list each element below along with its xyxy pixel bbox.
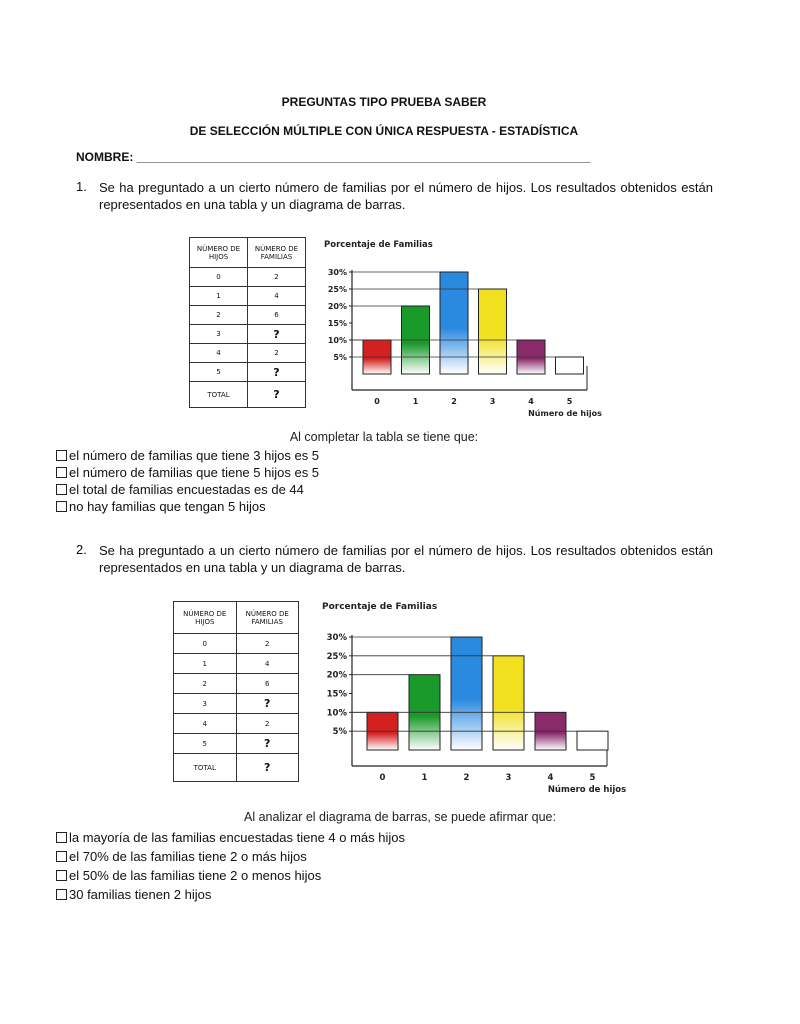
- question-2-text: Se ha preguntado a un cierto número de familias por el número de hijos. Los resultados obtenidos están representados en una tabla y un diagrama de barras.: [99, 543, 713, 575]
- y-tick-label: 15%: [326, 689, 347, 700]
- checkbox-icon[interactable]: [56, 851, 67, 862]
- bar-3: [493, 656, 524, 750]
- table-cell: 2: [248, 344, 306, 363]
- x-tick-label: 5: [566, 397, 573, 406]
- y-tick-label: 5%: [333, 353, 347, 362]
- chart-title-1: Porcentaje de Familias: [324, 240, 433, 250]
- question-2-number: 2.: [76, 542, 87, 557]
- table-header-hijos: NÚMERO DE HIJOS: [174, 602, 237, 634]
- y-tick-label: 20%: [327, 302, 347, 311]
- question-1-number: 1.: [76, 179, 87, 194]
- checkbox-icon[interactable]: [56, 832, 67, 843]
- checkbox-icon[interactable]: [56, 450, 67, 461]
- x-tick-label: 1: [412, 397, 419, 406]
- table-cell: 6: [248, 306, 306, 325]
- checkbox-icon[interactable]: [56, 484, 67, 495]
- bar-3: [479, 289, 507, 374]
- nombre-line: NOMBRE: ____________________________________________________________________: [76, 150, 591, 164]
- bar-2: [440, 272, 468, 374]
- question-1-text: Se ha preguntado a un cierto número de familias por el número de hijos. Los resultados obtenidos están representados en una tabla y un diagrama de barras.: [99, 180, 713, 212]
- bar-chart-1: [315, 252, 615, 418]
- question-2-option-c[interactable]: el 50% de las familias tiene 2 o menos hijos: [56, 867, 321, 884]
- x-tick-label: 2: [463, 773, 470, 783]
- y-tick-label: 30%: [326, 633, 347, 643]
- question-2-option-a[interactable]: la mayoría de las familias encuestadas tiene 4 o más hijos: [56, 829, 405, 846]
- table-header-familias: NÚMERO DE FAMILIAS: [236, 602, 299, 634]
- x-tick-label: 3: [505, 773, 512, 783]
- table-cell: 2: [248, 268, 306, 287]
- bar-chart-2: [315, 617, 635, 795]
- y-tick-label: 15%: [327, 319, 347, 328]
- y-tick-label: 5%: [332, 727, 347, 738]
- table-cell: 4: [236, 654, 299, 674]
- table-cell: TOTAL: [190, 382, 248, 408]
- table-cell: 0: [190, 268, 248, 287]
- document-subtitle: DE SELECCIÓN MÚLTIPLE CON ÚNICA RESPUESTA - ESTADÍSTICA: [189, 124, 579, 138]
- table-cell: 2: [174, 674, 237, 694]
- x-axis-label: Número de hijos: [547, 785, 627, 795]
- x-tick-label: 1: [421, 773, 428, 783]
- x-tick-label: 5: [589, 773, 596, 783]
- chart-title-2: Porcentaje de Familias: [322, 602, 438, 612]
- table-cell: 2: [236, 634, 299, 654]
- question-2-caption: Al analizar el diagrama de barras, se puede afirmar que:: [244, 810, 556, 824]
- question-1-option-c[interactable]: el total de familias encuestadas es de 44: [56, 481, 304, 498]
- bar-2: [451, 637, 482, 750]
- table-cell: 4: [248, 287, 306, 306]
- checkbox-icon[interactable]: [56, 889, 67, 900]
- table-cell: 0: [174, 634, 237, 654]
- checkbox-icon[interactable]: [56, 467, 67, 478]
- x-tick-label: 0: [374, 397, 380, 406]
- data-table-1: [189, 237, 306, 408]
- table-cell: 1: [190, 287, 248, 306]
- table-cell: 4: [174, 714, 237, 734]
- checkbox-icon[interactable]: [56, 870, 67, 881]
- question-1-caption: Al completar la tabla se tiene que:: [289, 430, 479, 444]
- y-tick-label: 10%: [326, 708, 347, 719]
- table-cell: 4: [190, 344, 248, 363]
- question-1-option-b[interactable]: el número de familias que tiene 5 hijos es 5: [56, 464, 319, 481]
- table-cell: ?: [248, 363, 306, 382]
- x-tick-label: 4: [547, 773, 554, 783]
- x-tick-label: 3: [489, 397, 496, 406]
- table-cell: 1: [174, 654, 237, 674]
- table-cell: ?: [248, 382, 306, 408]
- table-cell: ?: [236, 694, 299, 714]
- table-cell: TOTAL: [174, 754, 237, 782]
- table-cell: 3: [174, 694, 237, 714]
- y-tick-label: 25%: [327, 285, 347, 294]
- question-2-option-d[interactable]: 30 familias tienen 2 hijos: [56, 886, 211, 903]
- document-title: PREGUNTAS TIPO PRUEBA SABER: [281, 95, 487, 109]
- bar-5: [577, 731, 608, 750]
- bar-5: [556, 357, 584, 374]
- checkbox-icon[interactable]: [56, 501, 67, 512]
- table-cell: 3: [190, 325, 248, 344]
- y-tick-label: 25%: [326, 651, 347, 662]
- x-tick-label: 0: [379, 773, 386, 783]
- table-cell: 5: [190, 363, 248, 382]
- x-tick-label: 2: [451, 397, 457, 406]
- y-tick-label: 30%: [327, 268, 347, 277]
- table-header-hijos: NÚMERO DE HIJOS: [190, 238, 248, 268]
- table-cell: 2: [190, 306, 248, 325]
- table-header-familias: NÚMERO DE FAMILIAS: [248, 238, 306, 268]
- table-cell: 6: [236, 674, 299, 694]
- y-tick-label: 10%: [327, 336, 347, 345]
- table-cell: ?: [248, 325, 306, 344]
- y-tick-label: 20%: [326, 670, 347, 681]
- question-2-option-b[interactable]: el 70% de las familias tiene 2 o más hijos: [56, 848, 307, 865]
- x-tick-label: 4: [528, 397, 534, 406]
- table-cell: 2: [236, 714, 299, 734]
- table-cell: ?: [236, 754, 299, 782]
- question-1-option-a[interactable]: el número de familias que tiene 3 hijos es 5: [56, 447, 319, 464]
- table-cell: 5: [174, 734, 237, 754]
- data-table-2: [173, 601, 299, 782]
- question-1-option-d[interactable]: no hay familias que tengan 5 hijos: [56, 498, 266, 515]
- table-cell: ?: [236, 734, 299, 754]
- x-axis-label: Número de hijos: [528, 409, 602, 418]
